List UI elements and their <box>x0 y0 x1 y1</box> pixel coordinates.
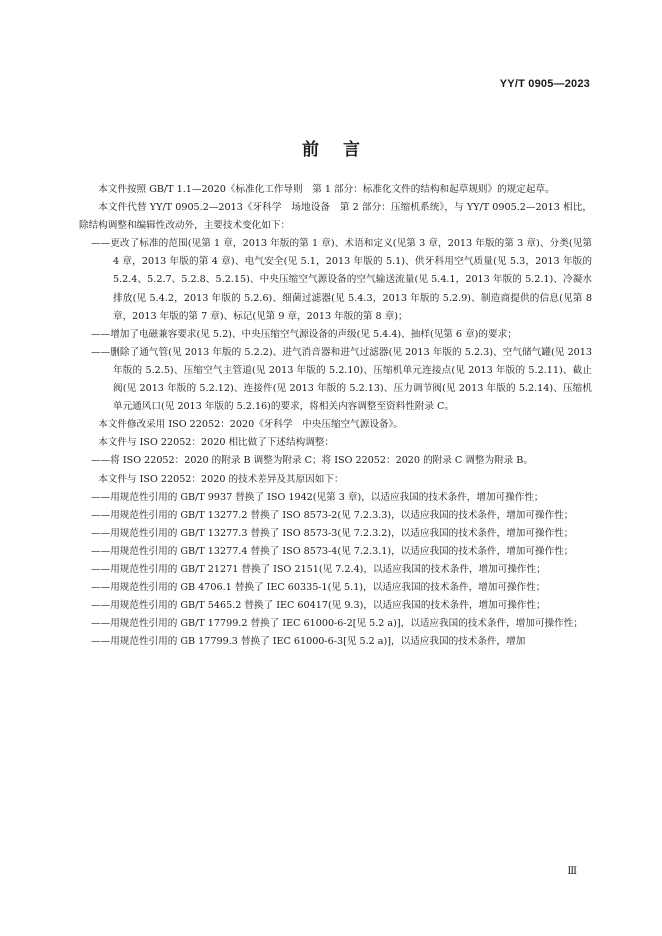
list-item-change: ——增加了电磁兼容要求(见 5.2)、中央压缩空气源设备的声级(见 5.4.4)、抽样(见第 6 章)的要求； <box>91 328 517 340</box>
list-item-difference: ——用规范性引用的 GB 17799.3 替换了 IEC 61000-6-3[见 5.2 a)]，以适应我国的技术条件，增加 <box>91 636 526 648</box>
paragraph-structure-intro: 本文件与 ISO 22052：2020 相比做了下述结构调整： <box>98 437 334 449</box>
page-number: Ⅲ <box>567 866 577 877</box>
list-item-difference: ——用规范性引用的 GB/T 5465.2 替换了 IEC 60417(见 9.3)，以适应我国的技术条件，增加可操作性； <box>91 600 546 612</box>
foreword-body <box>79 181 592 651</box>
paragraph-differences-intro: 本文件与 ISO 22052：2020 的技术差异及其原因如下： <box>98 473 344 485</box>
paragraph-drafting-basis: 本文件按照 GB/T 1.1—2020《标准化工作导则 第 1 部分：标准化文件的结构和起草规则》的规定起草。 <box>98 184 555 195</box>
page-title: 前言 <box>302 140 384 160</box>
paragraph-adoption: 本文件修改采用 ISO 22052：2020《牙科学 中央压缩空气源设备》。 <box>98 419 403 431</box>
document-code: YY/T 0905—2023 <box>499 78 590 90</box>
list-item-difference: ——用规范性引用的 GB 4706.1 替换了 IEC 60335-1(见 5.1)，以适应我国的技术条件，增加可操作性； <box>91 582 546 594</box>
list-item-difference: ——用规范性引用的 GB/T 13277.4 替换了 ISO 8573-4(见 7.2.3.1)，以适应我国的技术条件，增加可操作性； <box>91 545 574 557</box>
list-item-change: ——更改了标准的范围(见第 1 章，2013 年版的第 1 章)、术语和定义(见第 3 章，2013 年版的第 3 章)、分类(见第 4 章，2013 年版的第 4 章)、电气安全(见 5.1，2013 年版的 5.1)、供牙科用空气质量(见 5.3，2013 年版的 5.2.4、5.2.7、5.2.8、5.2.15)、中央压缩空气源设备的空气输送流量(见 5.4.1，2013 年版的 5.2.1)、冷凝水排放(见 5.4.2，2013 年版的 5.2.6)、细菌过滤器(见 5.4.3，2013 年版的 5.2.9)、制造商提供的信息(见第 8 章，2013 年版的第 7 章)、标记(见第 9 章，2013 年版的第 8 章)； <box>91 238 592 322</box>
list-item-difference: ——用规范性引用的 GB/T 9937 替换了 ISO 1942(见第 3 章)，以适应我国的技术条件，增加可操作性； <box>91 491 544 503</box>
list-item-difference: ——用规范性引用的 GB/T 17799.2 替换了 IEC 61000-6-2[见 5.2 a)]，以适应我国的技术条件，增加可操作性； <box>91 618 583 630</box>
list-item-difference: ——用规范性引用的 GB/T 13277.2 替换了 ISO 8573-2(见 7.2.3.3)，以适应我国的技术条件，增加可操作性； <box>91 509 574 521</box>
list-item-difference: ——用规范性引用的 GB/T 21271 替换了 ISO 2151(见 7.2.4)，以适应我国的技术条件，增加可操作性； <box>91 563 546 575</box>
list-item-difference: ——用规范性引用的 GB/T 13277.3 替换了 ISO 8573-3(见 7.2.3.2)，以适应我国的技术条件，增加可操作性； <box>91 527 574 539</box>
list-item-change: ——删除了通气管(见 2013 年版的 5.2.2)、进气消音器和进气过滤器(见 2013 年版的 5.2.3)、空气储气罐(见 2013 年版的 5.2.5)、压缩空气主管道(见 2013 年版的 5.2.10)、压缩机单元连接点(见 2013 年版的 5.2.11)、截止阀(见 2013 年版的 5.2.12)、连接件(见 2013 年版的 5.2.13)、压力调节阀(见 2013 年版的 5.2.14)、压缩机单元通风口(见 2013 年版的 5.2.16)的要求，将相关内容调整至资料性附录 C。 <box>91 346 592 413</box>
paragraph-replacement: 本文件代替 YY/T 0905.2—2013《牙科学 场地设备 第 2 部分：压缩机系统》，与 YY/T 0905.2—2013 相比，除结构调整和编辑性改动外，主要技术变化如下： <box>79 202 592 232</box>
list-item-structure: ——将 ISO 22052：2020 的附录 B 调整为附录 C；将 ISO 22052：2020 的附录 C 调整为附录 B。 <box>91 455 533 467</box>
